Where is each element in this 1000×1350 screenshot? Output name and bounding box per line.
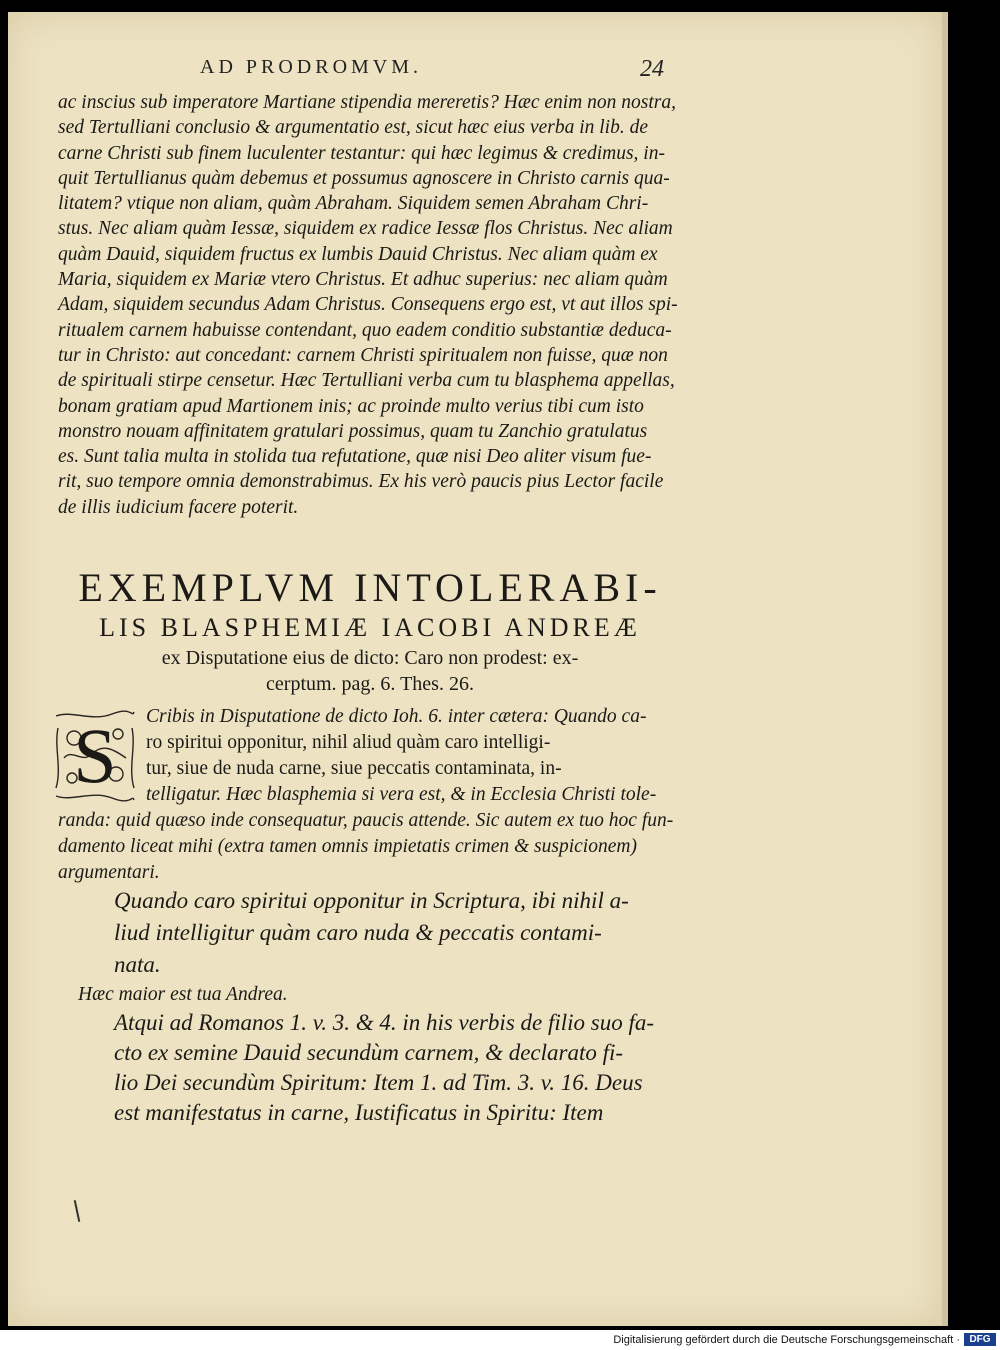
heading-line: LIS BLASPHEMIÆ IACOBI ANDREÆ xyxy=(99,613,641,642)
text-line: quit Tertullianus quàm debemus et possumus agnoscere in Christo carnis qua- xyxy=(58,167,670,189)
text-line: tur in Christo: aut concedant: carnem Christi spiritualem non fuisse, quæ non xyxy=(58,344,668,366)
syllogism-minor-line: lio Dei secundùm Spiritum: Item 1. ad Tim. 3. v. 16. Deus xyxy=(114,1070,643,1095)
text-line: telligatur. Hæc blasphemia si vera est, & in Ecclesia Christi tole- xyxy=(146,784,657,805)
syllogism-major-line: nata. xyxy=(114,952,161,977)
text-line: litatem? vtique non aliam, quàm Abraham. Siquidem semen Abraham Chri- xyxy=(58,193,649,215)
page-number: 24 xyxy=(640,56,664,82)
text-line: argumentari. xyxy=(58,862,160,883)
text-line: de illis iudicium facere poterit. xyxy=(58,496,299,518)
heading-subline: ex Disputatione eius de dicto: Caro non prodest: ex- xyxy=(161,647,579,669)
text-line: tur, siue de nuda carne, siue peccatis contaminata, in- xyxy=(146,758,562,779)
dfg-logo: DFG xyxy=(964,1333,996,1346)
text-line: ro spiritui opponitur, nihil aliud quàm caro intelligi- xyxy=(146,732,551,753)
text-line: monstro nouam affinitatem gratulari possimus, quam tu Zanchio gratulatus xyxy=(58,420,648,442)
drop-cap-letter: S xyxy=(73,712,117,799)
text-line: ac inscius sub imperatore Martiane stipendia mereretis? Hæc enim non nostra, xyxy=(58,92,676,113)
text-line: rit, suo tempore omnia demonstrabimus. Ex his verò paucis pius Lector facile xyxy=(58,471,664,493)
text-line: Cribis in Disputatione de dicto Ioh. 6. inter cætera: Quando ca- xyxy=(146,706,647,727)
text-line: carne Christi sub finem luculenter testantur: qui hæc legimus & credimus, in- xyxy=(58,142,665,164)
ornamental-initial xyxy=(52,708,138,802)
text-line: Adam, siquidem secundus Adam Christus. Consequens ergo est, vt aut illos spi- xyxy=(58,294,678,316)
text-line: Maria, siquidem ex Mariæ vtero Christus. Et adhuc superius: nec aliam quàm xyxy=(58,269,668,291)
text-line: bonam gratiam apud Martionem inis; ac proinde multo verius tibi cum isto xyxy=(58,395,644,417)
section-heading xyxy=(45,565,695,697)
syllogism-minor-line: est manifestatus in carne, Iustificatus in Spiritu: Item xyxy=(114,1100,604,1125)
running-head: AD PRODROMVM. xyxy=(200,56,423,78)
text-line: sed Tertulliani conclusio & argumentatio est, sicut hæc eius verba in lib. de xyxy=(58,117,649,139)
text-line: stus. Nec aliam quàm Iessæ, siquidem ex radice Iessæ flos Christus. Nec aliam xyxy=(58,218,673,240)
text-line: de spirituali stirpe censetur. Hæc Tertulliani verba cum tu blasphema appellas, xyxy=(58,370,675,392)
heading-line: EXEMPLVM INTOLERABI- xyxy=(78,565,662,610)
syllogism-minor-line: Atqui ad Romanos 1. v. 3. & 4. in his verbis de filio suo fa- xyxy=(114,1010,655,1035)
text-line: es. Sunt talia multa in stolida tua refutatione, quæ nisi Deo aliter visum fue- xyxy=(58,446,652,468)
syllogism-minor-line: cto ex semine Dauid secundùm carnem, & declarato fi- xyxy=(114,1040,624,1065)
page-edge xyxy=(942,12,948,1326)
syllogism-note: Hæc maior est tua Andrea. xyxy=(78,984,288,1005)
syllogism-major-line: Quando caro spiritui opponitur in Scriptura, ibi nihil a- xyxy=(114,888,629,913)
body-text xyxy=(58,90,678,520)
syllogism-major-line: liud intelligitur quàm caro nuda & peccatis contami- xyxy=(114,920,602,945)
funding-credit: Digitalisierung gefördert durch die Deutsche Forschungsgemeinschaft · xyxy=(613,1334,960,1346)
heading-subline: cerptum. pag. 6. Thes. 26. xyxy=(266,673,474,695)
text-line: quàm Dauid, siquidem fructus ex lumbis Dauid Christus. Nec aliam quàm ex xyxy=(58,243,658,265)
text-line: randa: quid quæso inde consequatur, paucis attende. Sic autem ex tuo hoc fun- xyxy=(58,810,674,831)
text-line: damento liceat mihi (extra tamen omnis impietatis crimen & suspicionem) xyxy=(58,836,637,857)
text-line: ritualem carnem habuisse contendant, quo eadem conditio substantiæ deduca- xyxy=(58,319,672,341)
